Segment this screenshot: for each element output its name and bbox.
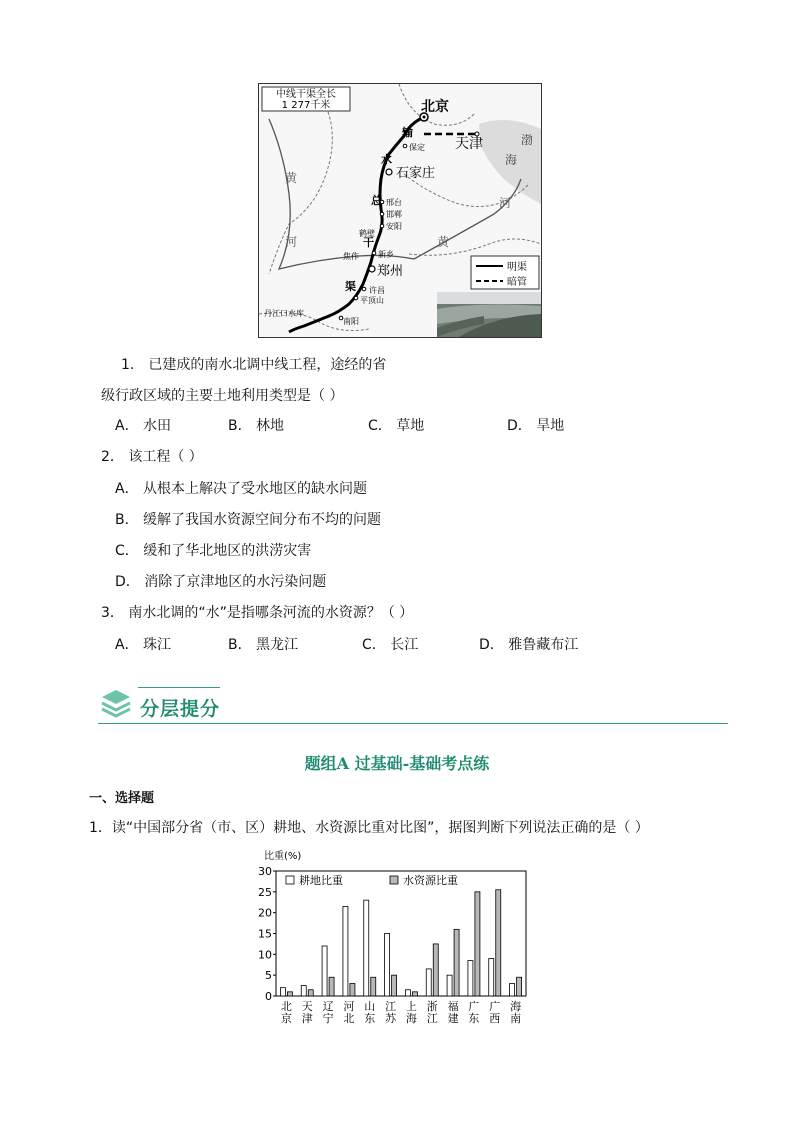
bar-farmland: [343, 906, 348, 996]
river-left-2: 河: [285, 235, 298, 249]
q1-stem-line1: 1． 已建成的南水北调中线工程，途经的省: [121, 357, 387, 373]
bar-farmland: [489, 959, 494, 997]
map-svg: [259, 84, 541, 337]
x-tick-label: 广: [489, 1000, 501, 1013]
q3-option-d[interactable]: D． 雅鲁藏布江: [479, 637, 579, 653]
route-char-5: 渠: [345, 280, 356, 293]
label-nanyang: 南阳: [343, 317, 359, 326]
route-char-3: 总: [371, 194, 382, 207]
y-tick-label: 5: [265, 969, 272, 983]
q2-stem: 2． 该工程（ ）: [101, 449, 203, 465]
bar-farmland: [385, 934, 390, 997]
x-tick-label: 浙: [426, 1000, 438, 1013]
x-tick-label: 宁: [322, 1012, 334, 1025]
label-danjiangkou: 丹江口水库: [264, 309, 304, 318]
sea-char-1: 渤: [521, 133, 534, 147]
x-tick-label: 东: [468, 1012, 480, 1025]
river-left-1: 黄: [285, 171, 298, 185]
x-tick-label: 江: [426, 1012, 438, 1025]
q3-option-a[interactable]: A． 珠江: [115, 637, 172, 653]
banner-top-rule: [138, 687, 220, 688]
x-tick-label: 山: [364, 1000, 376, 1013]
x-tick-label: 江: [385, 1000, 397, 1013]
bar-farmland: [364, 900, 369, 996]
y-tick-label: 30: [258, 865, 272, 878]
q1-option-a[interactable]: A． 水田: [115, 418, 172, 434]
y-tick-label: 20: [258, 906, 272, 920]
q2-option-c[interactable]: C． 缓和了华北地区的洪涝灾害: [115, 543, 312, 559]
banner-bottom-rule: [98, 723, 728, 724]
legend-label: 水资源比重: [403, 874, 458, 887]
x-tick-label: 京: [280, 1012, 292, 1025]
bar-farmland: [322, 946, 327, 996]
bar-farmland: [510, 984, 515, 997]
section-heading: 一、选择题: [89, 791, 155, 806]
bar-water: [329, 977, 334, 996]
x-tick-label: 西: [489, 1012, 501, 1025]
x-tick-label: 天: [301, 1000, 313, 1013]
legend-open: 明渠: [507, 262, 527, 273]
legend-swatch: [390, 876, 398, 884]
q2-option-d[interactable]: D． 消除了京津地区的水污染问题: [115, 574, 327, 590]
q3-stem: 3． 南水北调的“水”是指哪条河流的水资源？（ ）: [101, 605, 414, 621]
route-char-1: 输: [402, 126, 413, 139]
bar-water: [287, 992, 292, 996]
y-tick-label: 10: [258, 948, 272, 962]
label-xingtai: 邢台: [386, 198, 402, 207]
route-char-4: 干: [363, 236, 374, 249]
label-pingdingshan: 平顶山: [360, 296, 384, 305]
label-anyang: 安阳: [386, 222, 402, 231]
label-hebi: 鹤壁: [359, 229, 375, 238]
bar-water: [454, 929, 459, 996]
x-tick-label: 辽: [322, 1000, 334, 1013]
x-tick-label: 北: [343, 1012, 355, 1025]
x-tick-label: 苏: [385, 1012, 397, 1025]
q3-option-c[interactable]: C． 长江: [362, 637, 419, 653]
x-tick-label: 北: [280, 1000, 292, 1013]
bar-water: [350, 984, 355, 997]
x-tick-label: 广: [468, 1000, 480, 1013]
chart-svg: [258, 847, 532, 1032]
bar-water: [496, 890, 501, 996]
canal-photo: [437, 292, 541, 337]
map-legend: [471, 256, 539, 289]
q1-stem-line2: 级行政区域的主要土地利用类型是（ ）: [101, 388, 344, 404]
x-tick-label: 东: [364, 1012, 376, 1025]
route-char-2: 水: [381, 153, 392, 166]
y-tick-label: 25: [258, 885, 272, 899]
river-right-1: 河: [499, 196, 512, 210]
route-map: [258, 83, 542, 338]
q2-option-a[interactable]: A． 从根本上解决了受水地区的缺水问题: [115, 481, 368, 497]
bar-farmland: [405, 990, 410, 996]
legend-pipe: 暗管: [507, 277, 527, 288]
x-tick-label: 津: [301, 1012, 313, 1025]
label-jiaozuo: 焦作: [343, 252, 359, 261]
q1-option-d[interactable]: D． 旱地: [507, 418, 565, 434]
legend-swatch: [286, 876, 294, 884]
bar-farmland: [468, 961, 473, 996]
bar-farmland: [447, 975, 452, 996]
p1-stem: 1．读“中国部分省（市、区）耕地、水资源比重对比图”，据图判断下列说法正确的是（ ）: [89, 820, 649, 836]
x-tick-label: 建: [447, 1012, 459, 1025]
q2-option-b[interactable]: B． 缓解了我国水资源空间分布不均的问题: [115, 512, 382, 528]
q1-option-c[interactable]: C． 草地: [368, 418, 425, 434]
bar-water: [412, 992, 417, 996]
banner-title: 分层提分: [140, 698, 221, 720]
x-tick-label: 南: [510, 1012, 522, 1025]
river-right-2: 黄: [437, 235, 450, 249]
map-box-length: 1 277千米: [281, 100, 331, 111]
label-xinxiang: 新乡: [378, 250, 394, 259]
label-shijiazhuang: 石家庄: [396, 166, 436, 181]
bar-farmland: [280, 988, 285, 996]
legend-label: 耕地比重: [299, 874, 343, 887]
x-tick-label: 上: [405, 1000, 417, 1013]
sea-char-2: 海: [505, 153, 518, 167]
group-title: 题组A 过基础-基础考点练: [304, 754, 490, 773]
x-tick-label: 福: [447, 1000, 459, 1013]
label-xuchang: 许昌: [369, 286, 385, 295]
label-handan: 邯郸: [386, 210, 402, 219]
label-zhengzhou: 郑州: [377, 264, 404, 279]
bar-farmland: [426, 969, 431, 996]
q1-option-b[interactable]: B． 林地: [228, 418, 285, 434]
q3-option-b[interactable]: B． 黑龙江: [228, 637, 299, 653]
bar-water: [433, 944, 438, 996]
chart-ylabel: 比重(%): [264, 851, 302, 862]
layers-icon: [98, 688, 134, 722]
bar-water: [392, 975, 397, 996]
bar-chart: [258, 847, 532, 1032]
zhengzhou-marker: [369, 266, 375, 272]
shijiazhuang-marker: [386, 169, 392, 175]
x-tick-label: 海: [510, 1000, 522, 1013]
y-tick-label: 15: [258, 927, 272, 941]
bar-farmland: [301, 986, 306, 996]
label-baoding: 保定: [409, 143, 425, 152]
x-tick-label: 河: [343, 1000, 355, 1013]
bar-water: [308, 990, 313, 996]
label-beijing: 北京: [421, 99, 449, 115]
bar-water: [517, 977, 522, 996]
y-tick-label: 0: [265, 990, 272, 1003]
x-tick-label: 海: [405, 1012, 417, 1025]
bar-water: [475, 892, 480, 996]
label-tianjin: 天津: [455, 136, 483, 152]
bar-water: [371, 977, 376, 996]
map-box-title: 中线干渠全长: [276, 89, 336, 100]
